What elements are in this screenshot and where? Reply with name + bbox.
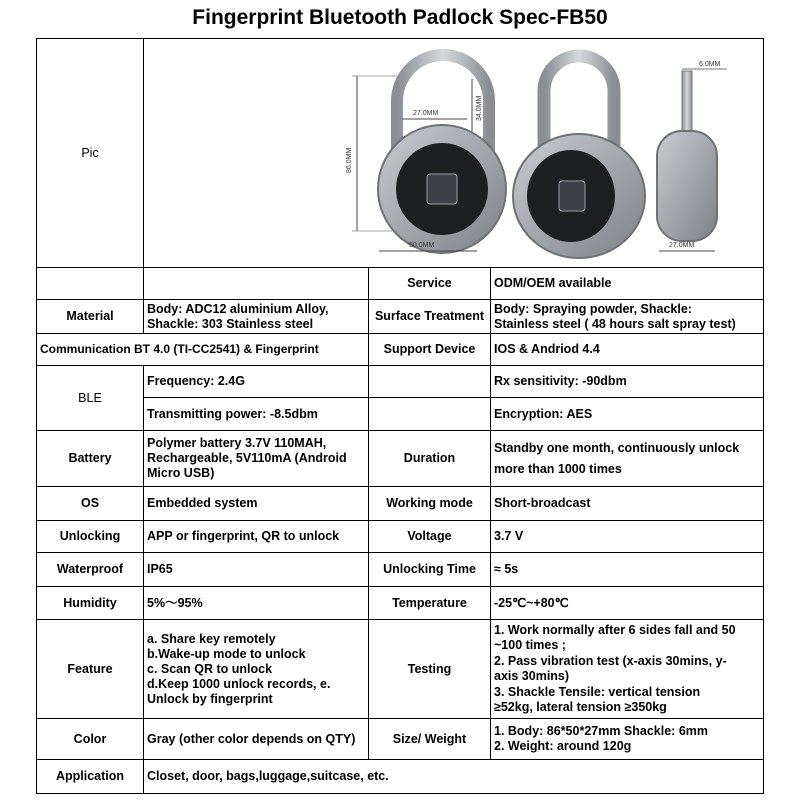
application-label: Application (37, 760, 144, 794)
surface-line1: Body: Spraying powder, Shackle: (494, 301, 692, 316)
communication-label: Communication (40, 342, 131, 356)
size-weight-label: Size/ Weight (369, 719, 491, 760)
depth-dim-label: 27.0MM (669, 241, 695, 249)
pic-row (37, 39, 764, 268)
application-value: Closet, door, bags,luggage,suitcase, etc. (144, 760, 764, 794)
row-humidity (37, 587, 764, 620)
duration-label: Duration (369, 431, 491, 487)
working-mode-label: Working mode (369, 487, 491, 521)
row-unlocking (37, 521, 764, 553)
material-line2: Shackle: 303 Stainless steel (147, 316, 314, 331)
surface-line2: Stainless steel ( 48 hours salt spray test) (494, 316, 736, 331)
row-communication (37, 334, 764, 366)
row-color (37, 719, 764, 760)
padlock-drawings (147, 41, 764, 266)
thickness-dim-label: 6.0MM (699, 60, 721, 68)
testing-label: Testing (369, 620, 491, 719)
color-value: Gray (other color depends on QTY) (144, 719, 369, 760)
testing-value: 1. Work normally after 6 sides fall and 50 ~100 times ; 2. Pass vibration test (x-axis 30mins, y- axis 30mins) 3. Shackle Tensile: vertical tension ≥52kg, lateral tension ≥350kg (491, 620, 764, 719)
spec-table (36, 38, 764, 794)
pic-label: Pic (37, 39, 144, 268)
working-mode-value: Short-broadcast (491, 487, 764, 521)
row-waterproof (37, 553, 764, 587)
ble-rx: Rx sensitivity: -90dbm (491, 366, 764, 398)
material-value (144, 300, 369, 334)
temperature-label: Temperature (369, 587, 491, 620)
surface-value (491, 300, 764, 334)
shackle-height-dim-label: 34.0MM (476, 95, 483, 121)
support-value: IOS & Andriod 4.4 (491, 334, 764, 366)
row-application (37, 760, 764, 794)
ble-label: BLE (37, 366, 144, 431)
row-battery (37, 431, 764, 487)
size-weight-value: 1. Body: 86*50*27mm Shackle: 6mm 2. Weight: around 120g (491, 719, 764, 760)
service-value: ODM/OEM available (491, 268, 764, 300)
service-label: Service (369, 268, 491, 300)
waterproof-value: IP65 (144, 553, 369, 587)
ble-tx-power: Transmitting power: -8.5dbm (144, 398, 369, 431)
unlocking-time-value: ≈ 5s (491, 553, 764, 587)
voltage-label: Voltage (369, 521, 491, 553)
temperature-value: -25℃~+80℃ (491, 587, 764, 620)
feature-value: a. Share key remotely b.Wake-up mode to unlock c. Scan QR to unlock d.Keep 1000 unlock records, e. Unlock by fingerprint (144, 620, 369, 719)
support-label: Support Device (369, 334, 491, 366)
perspective-view (513, 56, 645, 258)
surface-label: Surface Treatment (369, 300, 491, 334)
humidity-value: 5%～95% (144, 587, 369, 620)
material-label: Material (37, 300, 144, 334)
humidity-label: Humidity (37, 587, 144, 620)
ble-frequency: Frequency: 2.4G (144, 366, 369, 398)
row-ble-1 (37, 366, 764, 398)
unlocking-value: APP or fingerprint, QR to unlock (144, 521, 369, 553)
row-material (37, 300, 764, 334)
row-ble-2 (37, 398, 764, 431)
battery-value: Polymer battery 3.7V 110MAH, Rechargeable, 5V110mA (Android Micro USB) (144, 431, 369, 487)
ble-encryption: Encryption: AES (491, 398, 764, 431)
row-os (37, 487, 764, 521)
communication-cell (37, 334, 369, 366)
front-view (346, 55, 506, 253)
battery-label: Battery (37, 431, 144, 487)
pic-cell (144, 39, 764, 268)
shackle-width-dim-label: 27.0MM (413, 109, 439, 117)
os-label: OS (37, 487, 144, 521)
unlocking-label: Unlocking (37, 521, 144, 553)
waterproof-label: Waterproof (37, 553, 144, 587)
page-title: Fingerprint Bluetooth Padlock Spec-FB50 (192, 6, 608, 29)
material-line1: Body: ADC12 aluminium Alloy, (147, 301, 329, 316)
color-label: Color (37, 719, 144, 760)
voltage-value: 3.7 V (491, 521, 764, 553)
feature-label: Feature (37, 620, 144, 719)
unlocking-time-label: Unlocking Time (369, 553, 491, 587)
row-feature (37, 620, 764, 719)
os-value: Embedded system (144, 487, 369, 521)
duration-value: Standby one month, continuously unlock more than 1000 times (491, 431, 764, 487)
height-dim-label: 86.0MM (346, 147, 353, 173)
width-dim-label: 50.0MM (409, 241, 435, 249)
side-view (657, 61, 727, 251)
communication-value: BT 4.0 (TI-CC2541) & Fingerprint (134, 342, 319, 356)
row-service (37, 268, 764, 300)
